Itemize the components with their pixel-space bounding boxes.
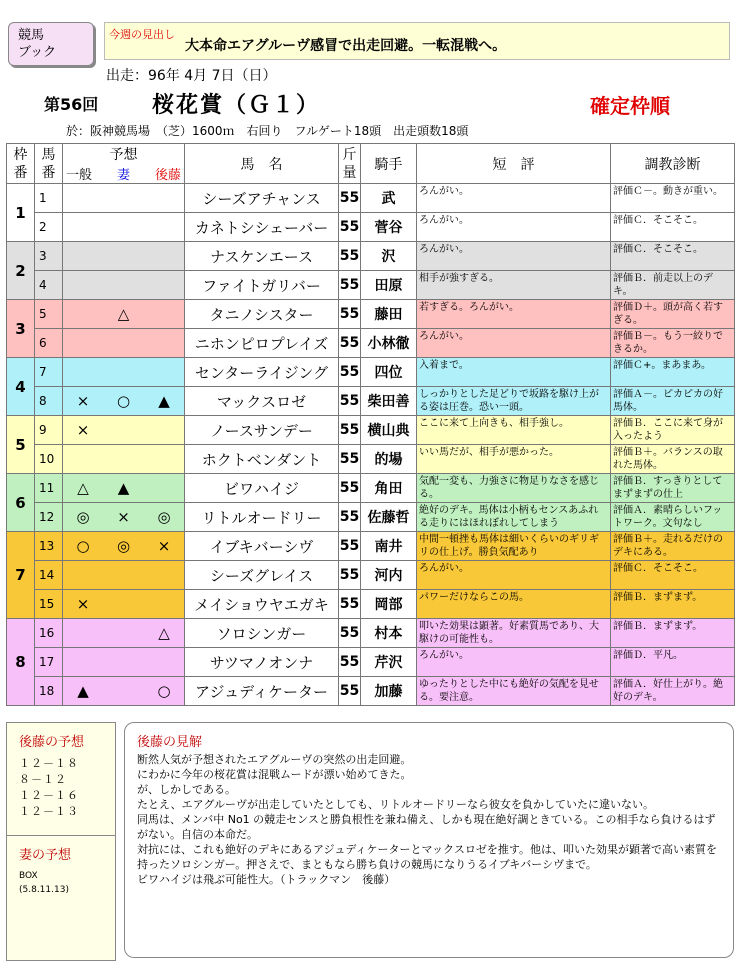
training-cell: 評価Ｄ＋。頭が高く若すぎる。 xyxy=(611,300,735,329)
waku-cell: 8 xyxy=(7,619,35,706)
prediction-cell xyxy=(63,242,185,271)
training-cell: 評価Ｂ．前走以上のデキ。 xyxy=(611,271,735,300)
jockey-cell: 佐藤哲 xyxy=(361,503,417,532)
jockey-cell: 芹沢 xyxy=(361,648,417,677)
logo-line-2: ブック xyxy=(18,45,57,60)
horse-number: 5 xyxy=(35,300,63,329)
prediction-wife xyxy=(116,595,132,613)
prediction-cell xyxy=(63,445,185,474)
horse-number: 18 xyxy=(35,677,63,706)
training-cell: 評価Ｄ．平凡。 xyxy=(611,648,735,677)
race-name: 桜花賞（Ｇ１） xyxy=(152,93,321,118)
prediction-general: △ xyxy=(77,479,89,497)
weight-cell: 55 xyxy=(339,445,361,474)
comment-cell: ろんがい。 xyxy=(417,329,611,358)
comment-cell: ろんがい。 xyxy=(417,242,611,271)
horse-name: ナスケンエース xyxy=(185,242,339,271)
comment-cell: ろんがい。 xyxy=(417,184,611,213)
headline-box xyxy=(104,22,730,60)
table-row xyxy=(7,532,735,561)
prediction-wife: △ xyxy=(117,305,130,323)
prediction-general: ▲ xyxy=(77,682,89,700)
prediction-goto: ◎ xyxy=(157,508,171,526)
goto-prediction-title: 後藤の予想 xyxy=(19,735,85,750)
prediction-general: ○ xyxy=(76,537,90,555)
wife-prediction-title: 妻の予想 xyxy=(19,848,72,863)
goto-opinion xyxy=(124,722,734,958)
training-cell: 評価Ａ．素晴らしいフットワーク。文句なし xyxy=(611,503,735,532)
waku-cell: 2 xyxy=(7,242,35,300)
training-cell: 評価Ｂ．まずまず。 xyxy=(611,590,735,619)
jockey-cell: 沢 xyxy=(361,242,417,271)
jockey-cell: 岡部 xyxy=(361,590,417,619)
prediction-cell xyxy=(63,184,185,213)
jockey-cell: 田原 xyxy=(361,271,417,300)
weight-cell: 55 xyxy=(339,590,361,619)
weight-cell: 55 xyxy=(339,677,361,706)
waku-cell: 6 xyxy=(7,474,35,532)
weight-cell: 55 xyxy=(339,387,361,416)
table-row xyxy=(7,677,735,706)
comment-cell: 相手が強すぎる。 xyxy=(417,271,611,300)
horse-name: アジュディケーター xyxy=(185,677,339,706)
jockey-cell: 小林徹 xyxy=(361,329,417,358)
table-row xyxy=(7,184,735,213)
header-pred-goto: 後藤 xyxy=(154,168,181,183)
horse-number: 10 xyxy=(35,445,63,474)
prediction-goto xyxy=(156,421,172,439)
training-cell: 評価Ｂ＋。バランスの取れた馬体。 xyxy=(611,445,735,474)
training-cell: 評価Ｃ．そこそこ。 xyxy=(611,213,735,242)
opinion-title: 後藤の見解 xyxy=(137,735,203,750)
prediction-cell xyxy=(63,387,185,416)
header-waku: 枠 番 xyxy=(7,144,35,184)
prediction-wife xyxy=(116,624,132,642)
prediction-general: ◎ xyxy=(76,508,90,526)
prediction-cell xyxy=(63,329,185,358)
waku-cell: 7 xyxy=(7,532,35,619)
training-cell: 評価Ｃ．そこそこ。 xyxy=(611,242,735,271)
horse-number: 2 xyxy=(35,213,63,242)
prediction-goto xyxy=(156,479,172,497)
prediction-goto: △ xyxy=(158,624,170,642)
horse-name: タニノシスター xyxy=(185,300,339,329)
jockey-cell: 南井 xyxy=(361,532,417,561)
prediction-goto xyxy=(156,305,172,323)
horse-number: 6 xyxy=(35,329,63,358)
horse-name: カネトシシェーバー xyxy=(185,213,339,242)
comment-cell: 気配一変も、力強さに物足りなさを感じる。 xyxy=(417,474,611,503)
table-row xyxy=(7,590,735,619)
jockey-cell: 横山典 xyxy=(361,416,417,445)
prediction-cell xyxy=(63,532,185,561)
training-cell: 評価Ａ．好仕上がり。絶好のデキ。 xyxy=(611,677,735,706)
entry-table xyxy=(6,143,735,706)
horse-number: 4 xyxy=(35,271,63,300)
horse-name: ニホンピロプレイズ xyxy=(185,329,339,358)
jockey-cell: 角田 xyxy=(361,474,417,503)
waku-cell: 5 xyxy=(7,416,35,474)
wife-pick: (5.8.11.13) xyxy=(19,885,69,895)
training-cell: 評価Ｂ＋。走れるだけのデキにある。 xyxy=(611,532,735,561)
jockey-cell: 的場 xyxy=(361,445,417,474)
table-row xyxy=(7,213,735,242)
table-row xyxy=(7,416,735,445)
prediction-general: × xyxy=(76,392,90,410)
weight-cell: 55 xyxy=(339,503,361,532)
table-row xyxy=(7,271,735,300)
comment-cell: 叩いた効果は顕著。好素質馬であり、大駆けの可能性も。 xyxy=(417,619,611,648)
horse-number: 13 xyxy=(35,532,63,561)
prediction-goto: ○ xyxy=(157,682,171,700)
weight-cell: 55 xyxy=(339,184,361,213)
prediction-cell xyxy=(63,503,185,532)
horse-name: サツマノオンナ xyxy=(185,648,339,677)
weight-cell: 55 xyxy=(339,648,361,677)
weight-cell: 55 xyxy=(339,271,361,300)
weight-cell: 55 xyxy=(339,329,361,358)
horse-number: 3 xyxy=(35,242,63,271)
weight-cell: 55 xyxy=(339,358,361,387)
goto-pick: １２－１３ xyxy=(19,805,79,818)
jockey-cell: 菅谷 xyxy=(361,213,417,242)
prediction-cell xyxy=(63,561,185,590)
table-row xyxy=(7,242,735,271)
comment-cell: ここに来て上向きも、相手強し。 xyxy=(417,416,611,445)
wife-prediction-box xyxy=(7,836,115,960)
prediction-goto: × xyxy=(157,537,171,555)
horse-name: イブキバーシヴ xyxy=(185,532,339,561)
goto-pick: １２－１８ xyxy=(19,757,79,770)
header-pred-general: 一般 xyxy=(66,168,93,183)
waku-cell: 1 xyxy=(7,184,35,242)
comment-cell: ゆったりとした中にも絶好の気配を見せる。要注意。 xyxy=(417,677,611,706)
horse-name: マックスロゼ xyxy=(185,387,339,416)
prediction-wife xyxy=(116,421,132,439)
jockey-cell: 藤田 xyxy=(361,300,417,329)
weight-cell: 55 xyxy=(339,213,361,242)
table-row xyxy=(7,300,735,329)
jockey-cell: 柴田善 xyxy=(361,387,417,416)
prediction-cell xyxy=(63,590,185,619)
weight-cell: 55 xyxy=(339,619,361,648)
horse-name: シーズグレイス xyxy=(185,561,339,590)
comment-cell: ろんがい。 xyxy=(417,561,611,590)
horse-number: 8 xyxy=(35,387,63,416)
jockey-cell: 河内 xyxy=(361,561,417,590)
comment-cell: いい馬だが、相手が悪かった。 xyxy=(417,445,611,474)
training-cell: 評価Ｃ+。まあまあ。 xyxy=(611,358,735,387)
wife-pick: BOX xyxy=(19,871,38,881)
prediction-wife: ▲ xyxy=(117,479,130,497)
prediction-wife: ◎ xyxy=(116,537,131,555)
comment-cell: ろんがい。 xyxy=(417,213,611,242)
horse-number: 16 xyxy=(35,619,63,648)
comment-cell: 絶好のデキ。馬体は小柄もセンスあふれる走りにはほれぼれしてしまう xyxy=(417,503,611,532)
horse-name: ビワハイジ xyxy=(185,474,339,503)
table-row xyxy=(7,445,735,474)
logo-line-1: 競馬 xyxy=(18,28,45,43)
horse-name: リトルオードリー xyxy=(185,503,339,532)
horse-number: 15 xyxy=(35,590,63,619)
horse-name: ファイトガリバー xyxy=(185,271,339,300)
weight-cell: 55 xyxy=(339,416,361,445)
prediction-goto: ▲ xyxy=(158,392,170,410)
logo xyxy=(8,22,94,66)
goto-pick: ８－１２ xyxy=(19,773,67,786)
prediction-cell xyxy=(63,271,185,300)
waku-cell: 4 xyxy=(7,358,35,416)
entry-rows xyxy=(7,184,735,706)
prediction-wife: × xyxy=(117,508,130,526)
prediction-cell xyxy=(63,300,185,329)
prediction-cell xyxy=(63,648,185,677)
training-cell: 評価Ｂ．すっきりとしてまずまずの仕上 xyxy=(611,474,735,503)
race-date: 出走：96年 4月 7日（日） xyxy=(106,68,277,84)
training-cell: 評価Ｃ．そこそこ。 xyxy=(611,561,735,590)
jockey-cell: 加藤 xyxy=(361,677,417,706)
opinion-body: 断然人気が予想されたエアグルーヴの突然の出走回避。 にわかに今年の桜花賞は混戦ムードが漂い始めてきた。 が、しかしである。 たとえ、エアグルーヴが出走していたとしても、リトルオードリーなら彼女を負かしていたに違いない。 同馬は、メンバ中 No1 の競走センスと勝負根性を兼ね備え、しかも現在絶好調ときている。この相手なら負けるはずがない。自信の本命だ。 対抗には、これも絶好のデキにあるアジュディケーターとマックスロゼを推す。他は、叩いた効果が顕著で高い素質を持ったソロシンガー。押さえで、まともなら勝ち負けの競馬になりうるイブキバーシヴまで。 ビワハイジは飛ぶ可能性大。（トラックマン 後藤） xyxy=(137,753,718,886)
table-row xyxy=(7,503,735,532)
header-training: 調教診断 xyxy=(611,144,735,184)
comment-cell: しっかりとした足どりで坂路を駆け上がる姿は圧巻。恐い一頭。 xyxy=(417,387,611,416)
jockey-cell: 武 xyxy=(361,184,417,213)
table-row xyxy=(7,648,735,677)
table-row xyxy=(7,561,735,590)
table-row xyxy=(7,358,735,387)
comment-cell: パワーだけならこの馬。 xyxy=(417,590,611,619)
comment-cell: 若すぎる。ろんがい。 xyxy=(417,300,611,329)
prediction-general: × xyxy=(76,595,90,613)
prediction-goto xyxy=(156,595,172,613)
waku-cell: 3 xyxy=(7,300,35,358)
table-row xyxy=(7,474,735,503)
header-pred-wife: 妻 xyxy=(116,168,130,183)
prediction-wife: ○ xyxy=(116,392,131,410)
jockey-cell: 四位 xyxy=(361,358,417,387)
training-cell: 評価Ａ－。ピカピカの好馬体。 xyxy=(611,387,735,416)
weight-cell: 55 xyxy=(339,300,361,329)
comment-cell: 入着まで。 xyxy=(417,358,611,387)
side-predictions xyxy=(6,722,116,961)
comment-cell: 中間一頓挫も馬体は細いくらいのギリギリの仕上げ。勝負気配あり xyxy=(417,532,611,561)
horse-number: 9 xyxy=(35,416,63,445)
horse-name: メイショウヤエガキ xyxy=(185,590,339,619)
table-row xyxy=(7,619,735,648)
horse-name: ホクトベンダント xyxy=(185,445,339,474)
prediction-wife xyxy=(116,682,132,700)
horse-name: センターライジング xyxy=(185,358,339,387)
table-header xyxy=(7,144,735,184)
training-cell: 評価Ｂ．ここに来て身が入ったよう xyxy=(611,416,735,445)
training-cell: 評価Ｃ－。動きが重い。 xyxy=(611,184,735,213)
horse-number: 1 xyxy=(35,184,63,213)
horse-number: 14 xyxy=(35,561,63,590)
prediction-cell xyxy=(63,677,185,706)
prediction-cell xyxy=(63,619,185,648)
horse-name: ソロシンガー xyxy=(185,619,339,648)
goto-pick: １２－１６ xyxy=(19,789,79,802)
comment-cell: ろんがい。 xyxy=(417,648,611,677)
horse-number: 11 xyxy=(35,474,63,503)
table-row xyxy=(7,329,735,358)
horse-name: ノースサンデー xyxy=(185,416,339,445)
training-cell: 評価Ｂ－。もう一絞りできるか。 xyxy=(611,329,735,358)
header-umaban: 馬 番 xyxy=(35,144,63,184)
prediction-cell xyxy=(63,213,185,242)
header-jockey: 騎手 xyxy=(361,144,417,184)
prediction-cell xyxy=(63,416,185,445)
header-comment: 短 評 xyxy=(417,144,611,184)
goto-prediction-box xyxy=(7,723,115,836)
header-prediction: 予想 一般 妻 後藤 xyxy=(63,144,185,184)
horse-number: 12 xyxy=(35,503,63,532)
header-weight: 斤 量 xyxy=(339,144,361,184)
headline-text: 大本命エアグルーヴ感冒で出走回避。一転混戦へ。 xyxy=(185,38,507,54)
horse-number: 17 xyxy=(35,648,63,677)
race-info: 於：阪神競馬場 （芝）1600ｍ 右回り フルゲート18頭 出走頭数18頭 xyxy=(66,124,469,138)
weight-cell: 55 xyxy=(339,561,361,590)
confirmed-label: 確定枠順 xyxy=(590,94,670,118)
horse-number: 7 xyxy=(35,358,63,387)
headline-tag: 今週の見出し xyxy=(109,28,175,41)
weight-cell: 55 xyxy=(339,532,361,561)
race-number: 第56回 xyxy=(44,95,99,114)
prediction-general: × xyxy=(76,421,90,439)
header-horse-name: 馬 名 xyxy=(185,144,339,184)
prediction-cell xyxy=(63,358,185,387)
training-cell: 評価Ｂ．まずまず。 xyxy=(611,619,735,648)
prediction-general xyxy=(75,305,91,323)
jockey-cell: 村本 xyxy=(361,619,417,648)
prediction-cell xyxy=(63,474,185,503)
weight-cell: 55 xyxy=(339,474,361,503)
prediction-general xyxy=(75,624,91,642)
weight-cell: 55 xyxy=(339,242,361,271)
horse-name: シーズアチャンス xyxy=(185,184,339,213)
table-row xyxy=(7,387,735,416)
